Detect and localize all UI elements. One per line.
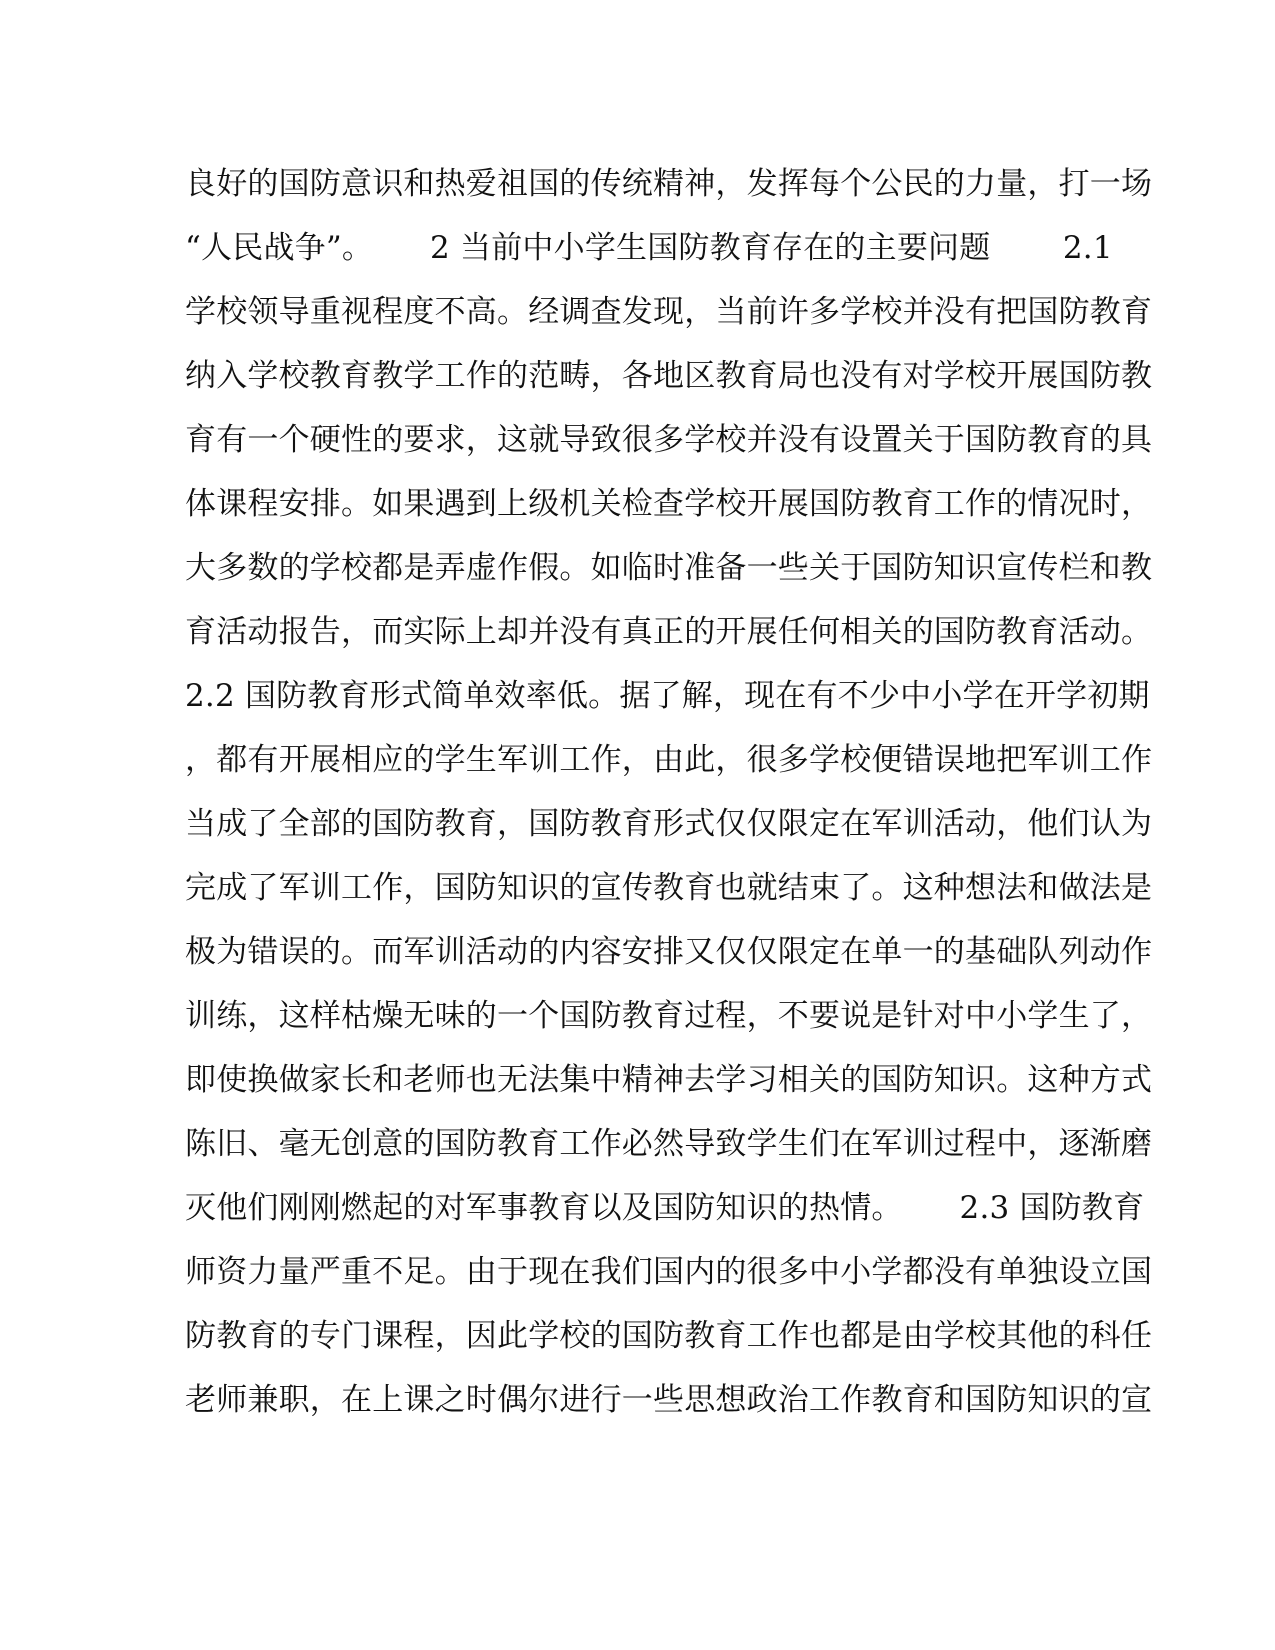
text-line: 师资力量严重不足。由于现在我们国内的很多中小学都没有单独设立国 xyxy=(185,1254,1153,1290)
text-line: 体课程安排。如果遇到上级机关检查学校开展国防教育工作的情况时， xyxy=(185,486,1153,522)
text-line: “人民战争”。 2 当前中小学生国防教育存在的主要问题 2.1 xyxy=(185,230,1113,266)
text-line: 良好的国防意识和热爱祖国的传统精神，发挥每个公民的力量，打一场 xyxy=(185,166,1153,202)
text-line: ，都有开展相应的学生军训工作，由此，很多学校便错误地把军训工作 xyxy=(185,742,1153,778)
text-line: 2.2 国防教育形式简单效率低。据了解，现在有不少中小学在开学初期 xyxy=(185,678,1150,714)
text-line: 防教育的专门课程，因此学校的国防教育工作也都是由学校其他的科任 xyxy=(185,1318,1153,1354)
text-line: 学校领导重视程度不高。经调查发现，当前许多学校并没有把国防教育 xyxy=(185,294,1153,330)
text-line: 完成了军训工作，国防知识的宣传教育也就结束了。这种想法和做法是 xyxy=(185,870,1153,906)
text-line: 老师兼职，在上课之时偶尔进行一些思想政治工作教育和国防知识的宣 xyxy=(185,1382,1153,1418)
text-line: 育有一个硬性的要求，这就导致很多学校并没有设置关于国防教育的具 xyxy=(185,422,1153,458)
text-line: 大多数的学校都是弄虚作假。如临时准备一些关于国防知识宣传栏和教 xyxy=(185,550,1153,586)
text-line: 即使换做家长和老师也无法集中精神去学习相关的国防知识。这种方式 xyxy=(185,1062,1153,1098)
text-line: 训练，这样枯燥无味的一个国防教育过程，不要说是针对中小学生了， xyxy=(185,998,1153,1034)
text-line: 当成了全部的国防教育，国防教育形式仅仅限定在军训活动，他们认为 xyxy=(185,806,1153,842)
text-line: 纳入学校教育教学工作的范畴，各地区教育局也没有对学校开展国防教 xyxy=(185,358,1153,394)
text-line: 极为错误的。而军训活动的内容安排又仅仅限定在单一的基础队列动作 xyxy=(185,934,1153,970)
text-line: 陈旧、毫无创意的国防教育工作必然导致学生们在军训过程中，逐渐磨 xyxy=(185,1126,1153,1162)
text-line: 育活动报告，而实际上却并没有真正的开展任何相关的国防教育活动。 xyxy=(185,614,1153,650)
body-text xyxy=(185,152,1153,1432)
text-line: 灭他们刚刚燃起的对军事教育以及国防知识的热情。 2.3 国防教育 xyxy=(185,1190,1145,1226)
